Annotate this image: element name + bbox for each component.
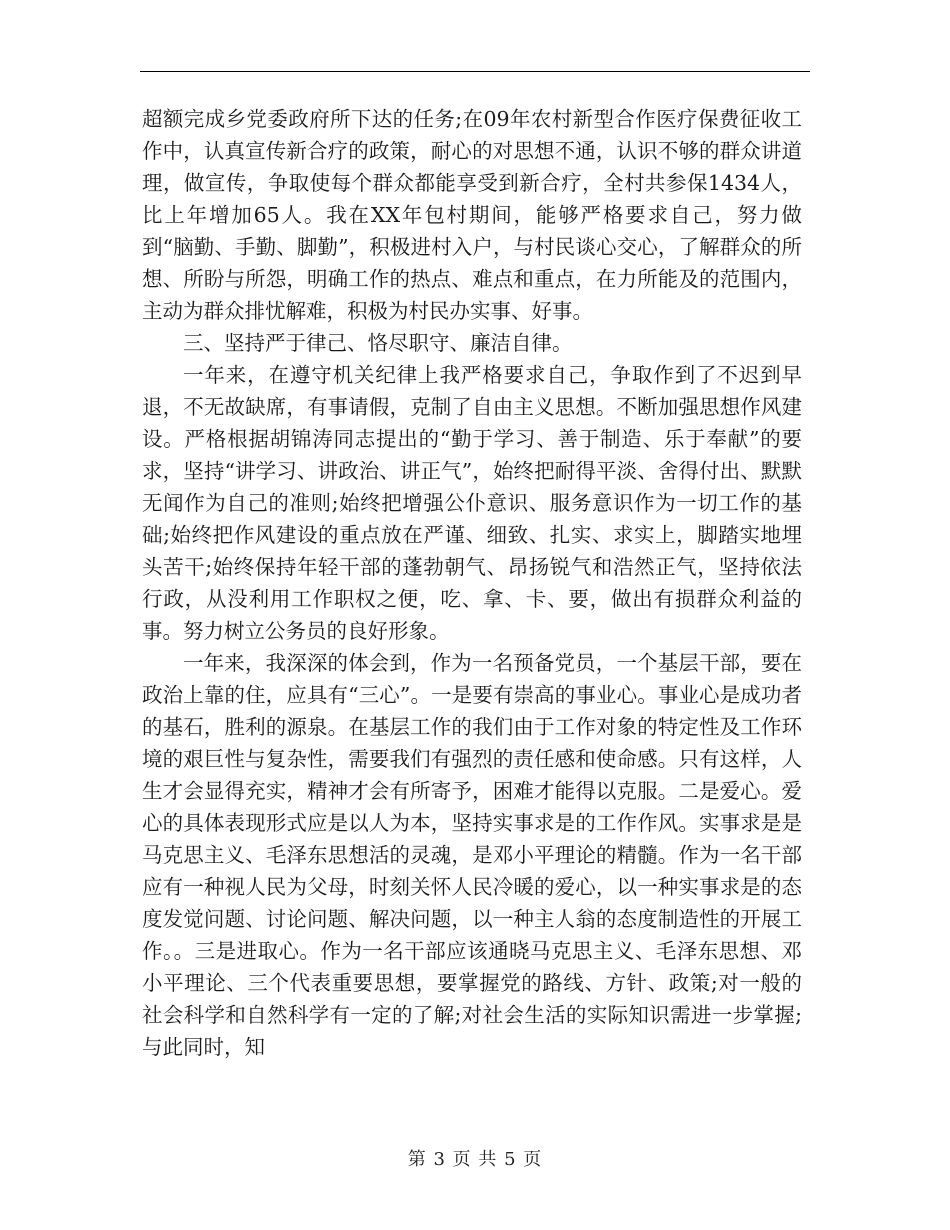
paragraph-4: 一年来，我深深的体会到，作为一名预备党员，一个基层干部，要在政治上靠的住，应具有“三心”。一是要有崇高的事业心。事业心是成功者的基石，胜利的源泉。在基层工作的我们由于工作对象的特定性及工作环境的艰巨性与复杂性，需要我们有强烈的责任感和使命感。只有这样，人生才会显得充实，精神才会有所寄予，困难才能得以克服。二是爱心。爱心的具体表现形式应是以人为本，坚持实事求是的工作作风。实事求是是马克思主义、毛泽东思想活的灵魂，是邓小平理论的精髓。作为一名干部应有一种视人民为父母，时刻关怀人民冷暖的爱心，以一种实事求是的态度发觉问题、讨论问题、解决问题，以一种主人翁的态度制造性的开展工作。。三是进取心。作为一名干部应该通晓马克思主义、毛泽东思想、邓小平理论、三个代表重要思想，要掌握党的路线、方针、政策;对一般的社会科学和自然科学有一定的了解;对社会生活的实际知识需进一步掌握;与此同时，知: [142, 651, 802, 1059]
paragraph-3: 一年来，在遵守机关纪律上我严格要求自己，争取作到了不迟到早退，不无故缺席，有事请假，克制了自由主义思想。不断加强思想作风建设。严格根据胡锦涛同志提出的“勤于学习、善于制造、乐于奉献”的要求，坚持“讲学习、讲政治、讲正气”，始终把耐得平淡、舍得付出、默默无闻作为自己的准则;始终把增强公仆意识、服务意识作为一切工作的基础;始终把作风建设的重点放在严谨、细致、扎实、求实上，脚踏实地埋头苦干;始终保持年轻干部的蓬勃朝气、昂扬锐气和浩然正气，坚持依法行政，从没利用工作职权之便，吃、拿、卡、要，做出有损群众利益的事。努力树立公务员的良好形象。: [142, 363, 802, 643]
page-number: 第 3 页 共 5 页: [407, 1149, 543, 1170]
header-rule: [140, 71, 810, 72]
paragraph-1: 超额完成乡党委政府所下达的任务;在09年农村新型合作医疗保费征收工作中，认真宣传新合疗的政策，耐心的对思想不通，认识不够的群众讲道理，做宣传，争取使每个群众都能享受到新合疗，全村共参保1434人，比上年增加65人。我在XX年包村期间，能够严格要求自己，努力做到“脑勤、手勤、脚勤”，积极进村入户，与村民谈心交心，了解群众的所想、所盼与所怨，明确工作的热点、难点和重点，在力所能及的范围内，主动为群众排忧解难，积极为村民办实事、好事。: [142, 107, 802, 323]
section-heading: 三、坚持严于律己、恪尽职守、廉洁自律。: [183, 331, 573, 355]
document-body: [142, 103, 802, 1063]
